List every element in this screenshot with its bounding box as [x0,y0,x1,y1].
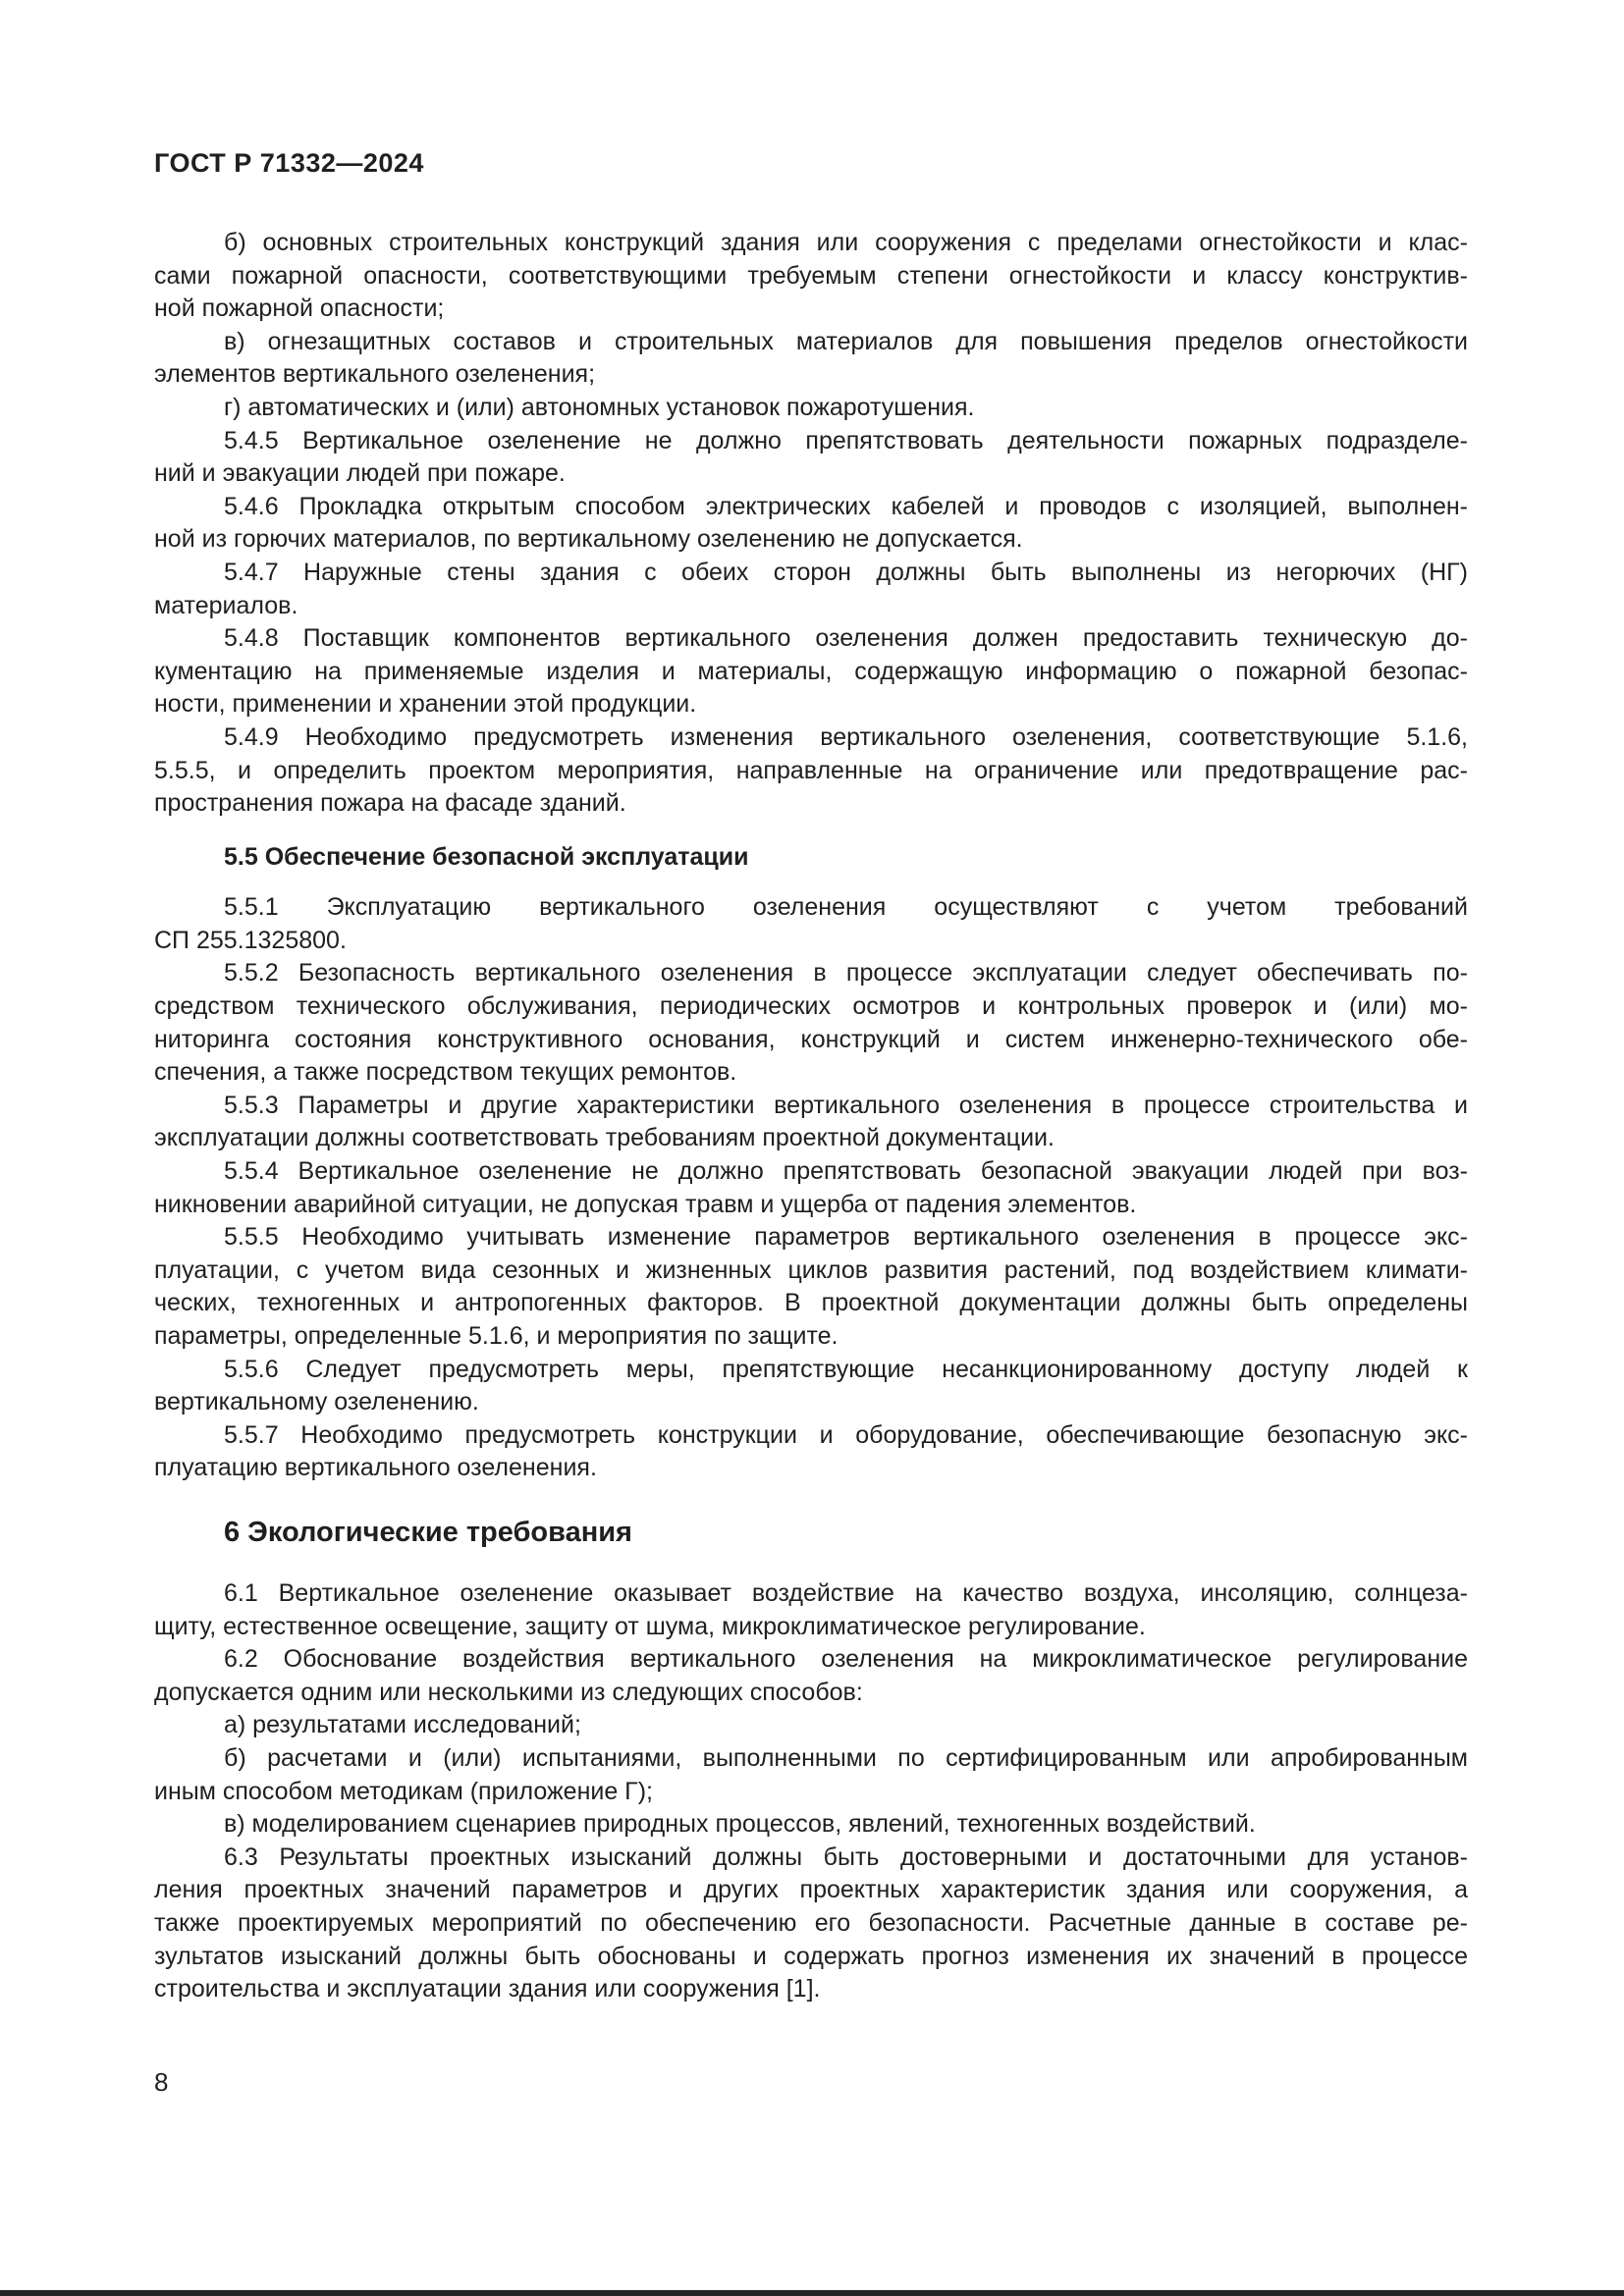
page-number: 8 [154,2067,169,2097]
document-body [154,227,1468,2006]
paragraph-5-4-7: 5.4.7 Наружные стены здания с обеих сторон должны быть выполнены из негорючих (НГ) материалов. [154,558,1468,619]
paragraph-5-4-5: 5.4.5 Вертикальное озеленение не должно препятствовать деятельности пожарных подразделе- ний и эвакуации людей при пожаре. [154,426,1468,488]
heading-6: 6 Экологические требования [224,1516,632,1548]
paragraph-6-3: 6.3 Результаты проектных изысканий должны быть достоверными и достаточными для установ- ления проектных значений параметров и других проектных характеристик здания или сооружения, а также проектируемых мероприятий по обеспечению его безопасности. Расчетные данные в составе ре- зультатов изысканий должны быть обоснованы и содержать прогноз изменения их значений в процессе строительства и эксплуатации здания или сооружения [1]. [154,1842,1468,2003]
heading-5-5: 5.5 Обеспечение безопасной эксплуатации [224,842,749,871]
paragraph-item-a-6: а) результатами исследований; [224,1711,581,1739]
paragraph-5-5-6: 5.5.6 Следует предусмотреть меры, препятствующие несанкционированному доступу людей к вертикальному озеленению. [154,1355,1468,1416]
paragraph-5-4-8: 5.4.8 Поставщик компонентов вертикального озеленения должен предоставить техническую до- кументацию на применяемые изделия и материалы, содержащую информацию о пожарной безопас- ности, применении и хранении этой продукции. [154,624,1468,719]
scan-edge-bottom [0,2290,1624,2296]
paragraph-6-2: 6.2 Обоснование воздействия вертикального озеленения на микроклиматическое регулирование допускается одним или несколькими из следующих способов: [154,1645,1468,1706]
paragraph-6-1: 6.1 Вертикальное озеленение оказывает воздействие на качество воздуха, инсоляцию, солнцеза- щиту, естественное освещение, защиту от шума, микроклиматическое регулирование. [154,1578,1468,1640]
paragraph-item-g: г) автоматических и (или) автономных установок пожаротушения. [224,393,975,421]
paragraph-5-5-2: 5.5.2 Безопасность вертикального озеленения в процессе эксплуатации следует обеспечивать по- средством технического обслуживания, периодических осмотров и контрольных проверок и (или) мо- ниторинга состояния конструктивного основания, конструкций и систем инженерно-технического обе- спечения, а также посредством текущих ремонтов. [154,959,1468,1087]
paragraph-5-5-1: 5.5.1 Эксплуатацию вертикального озеленения осуществляют с учетом требований СП 255.1325800. [154,893,1468,954]
paragraph-5-4-6: 5.4.6 Прокладка открытым способом электрических кабелей и проводов с изоляцией, выполнен- ной из горючих материалов, по вертикальному озеленению не допускается. [154,492,1468,554]
paragraph-5-5-5: 5.5.5 Необходимо учитывать изменение параметров вертикального озеленения в процессе экс- плуатации, с учетом вида сезонных и жизненных циклов развития растений, под воздействием климати- ческих, техногенных и антропогенных факторов. В проектной документации должны быть определены параметры, определенные 5.1.6, и мероприятия по защите. [154,1223,1468,1350]
paragraph-5-5-3: 5.5.3 Параметры и другие характеристики вертикального озеленения в процессе строительства и эксплуатации должны соответствовать требованиям проектной документации. [154,1091,1468,1152]
doc-header: ГОСТ Р 71332—2024 [154,148,424,178]
paragraph-item-b: б) основных строительных конструкций здания или сооружения с пределами огнестойкости и клас- сами пожарной опасности, соответствующими требуемым степени огнестойкости и классу конструктив- ной пожарной опасности; [154,229,1468,323]
paragraph-item-v: в) огнезащитных составов и строительных материалов для повышения пределов огнестойкости элементов вертикального озеленения; [154,327,1468,389]
paragraph-item-b-6: б) расчетами и (или) испытаниями, выполненными по сертифицированным или апробированным иным способом методикам (приложение Г); [154,1743,1468,1805]
paragraph-5-5-7: 5.5.7 Необходимо предусмотреть конструкции и оборудование, обеспечивающие безопасную экс- плуатацию вертикального озеленения. [154,1420,1468,1482]
paragraph-item-v-6: в) моделированием сценариев природных процессов, явлений, техногенных воздействий. [224,1810,1256,1839]
paragraph-5-5-4: 5.5.4 Вертикальное озеленение не должно препятствовать безопасной эвакуации людей при воз- никновении аварийной ситуации, не допуская травм и ущерба от падения элементов. [154,1157,1468,1218]
paragraph-5-4-9: 5.4.9 Необходимо предусмотреть изменения вертикального озеленения, соответствующие 5.1.6, 5.5.5, и определить проектом мероприятия, направленные на ограничение или предотвращение рас- пространения пожара на фасаде зданий. [154,722,1468,818]
